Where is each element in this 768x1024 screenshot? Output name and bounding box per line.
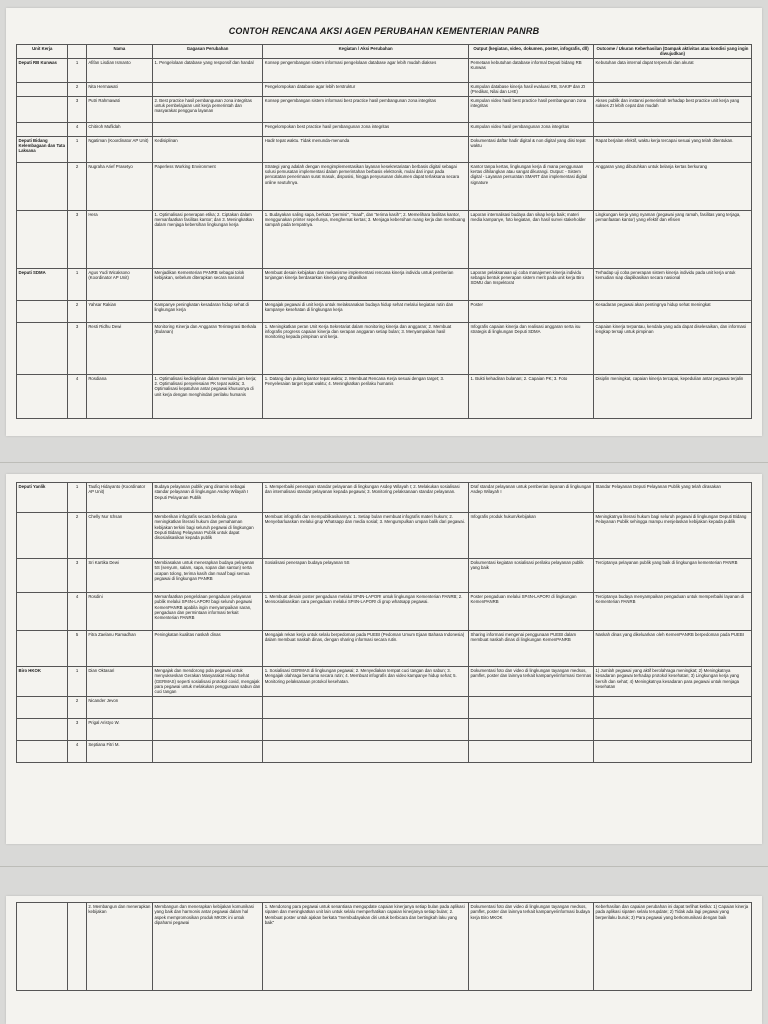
cell-idea: Membangun dan menerapkan kebijakan komunikasi yang baik dan harmonis antar pegawai dalam hal aspek mempromosikan produk MKOK ini untuk dipahami pegawai — [152, 903, 262, 991]
cell-unit: Deputi RB Kunwas — [17, 58, 68, 82]
cell-output: Poster pengaduan melalui SP4N-LAPOR! di lingkungan KemenPANRB — [469, 593, 594, 631]
cell-unit — [17, 300, 68, 322]
page-gap-line — [0, 866, 768, 867]
table-row — [17, 82, 752, 96]
cell-idea: Memberikan infografis secara berkala guna meningkatkan literasi hukum dan pemahaman kebijakan terkini bagi seluruh pegawai di lingkungan Deputi Bidang Pelayanan Publik untuk dapat disosialisasikan kepada publik — [152, 513, 262, 559]
table-row — [17, 96, 752, 122]
cell-activity: 1. Datang dan pulang kantor tepat waktu; 2. Membuat Rencana Kerja sesuai dengan target; 3. Penyelesaian target tepat waktu; 4. Meningkatkan perilaku humanis — [263, 374, 469, 418]
cell-name: Chelly Nur Ichsan — [86, 513, 152, 559]
cell-name: Chitiroh Muflidah — [86, 122, 152, 136]
cell-idea: 2. Best practice hasil pembangunan zona integritas untuk pembelajaran unit kerja pemerintah dan masyarakat pengguna layanan — [152, 96, 262, 122]
cell-unit — [17, 719, 68, 741]
cell-outcome — [593, 719, 751, 741]
cell-no: 2 — [68, 162, 86, 210]
document-title: CONTOH RENCANA AKSI AGEN PERUBAHAN KEMENTERIAN PANRB — [228, 26, 540, 36]
table-row — [17, 513, 752, 559]
cell-activity: Membuat desain kebijakan dan mekanisme implementasi rencana kinerja individu untuk pemberian tunjangan kinerja berdasarkan kinerja yang dihasilkan — [263, 268, 469, 300]
cell-no: 3 — [68, 210, 86, 268]
document-page-3 — [6, 896, 762, 1024]
cell-idea — [152, 719, 262, 741]
cell-unit — [17, 559, 68, 593]
cell-unit — [17, 631, 68, 667]
cell-no: 4 — [68, 741, 86, 763]
cell-idea: Membiasakan untuk menerapkan budaya pelayanan 5S (senyum, salam, sapa, sopan dan santun) serta ucapan tolong, terima kasih dan maaf bagi semua pegawai di lingkungan PANRB — [152, 559, 262, 593]
cell-outcome: 1) Jumlah pegawai yang aktif berolahraga meningkat; 2) Meningkatnya kesadaran pegawai terhadap protokol kesehatan; 3) Lingkungan kerja yang bersih dan sehat; 4) Meningkatnya kesadaran para pegawai untuk menjaga kesehatan — [593, 667, 751, 697]
table-row — [17, 162, 752, 210]
cell-unit — [17, 741, 68, 763]
cell-output: Dokumentasi daftar hadir digital & non digital yang diisi tepat waktu — [469, 136, 594, 162]
cell-activity: 1. Sosialisasi GERMAS di lingkungan pegawai; 2. Menyediakan tempat cuci tangan dan sabun; 3. Mengajak olahraga bersama secara rutin; 4. Membuat infografis dan video kampanye hidup sehat; 5. Monitoring pelaksanaan protokol kesehatan. — [263, 667, 469, 697]
cell-outcome: Anggaran yang dibutuhkan untuk belanja kertas berkurang — [593, 162, 751, 210]
cell-activity: Pengelompokan database agar lebih terstruktur — [263, 82, 469, 96]
table-header-row — [17, 45, 752, 59]
cell-no: 4 — [68, 122, 86, 136]
cell-activity: Mengajak pegawai di unit kerja untuk melaksanakan budaya hidup sehat melalui kegiatan rutin dan kampanye kesehatan di lingkungan kerja — [263, 300, 469, 322]
cell-activity: Mengajak rekan kerja untuk selalu berpedoman pada PUEBI (Pedoman Umum Ejaan Bahasa Indonesia) dalam membuat naskah dinas, dengan sharing informasi secara rutin. — [263, 631, 469, 667]
cell-output: Dokumentasi kegiatan sosialisasi perilaku pelayanan publik yang baik — [469, 559, 594, 593]
cell-output: 1. Bukti kehadiran bulanan; 2. Capaian PK; 3. Foto — [469, 374, 594, 418]
cell-idea: Mengajak dan mendorong pola pegawai untuk menyukseskan Gerakan Masyarakat Hidup Sehat (GERMAS) seperti sosialisasi protokol covid, mengajak para pegawai untuk melakukan penggunaan sabun dan cuci tangan — [152, 667, 262, 697]
header-outcome: Outcome / Ukuran Keberhasilan (Dampak aktivitas atau kondisi yang ingin diwujudkan) — [593, 45, 751, 59]
cell-no: 1 — [68, 483, 86, 513]
cell-unit — [17, 322, 68, 374]
cell-activity: Membuat infografis dan mempublikasikannya: 1. Setiap bulan membuat infografis materi hukum; 2. Menyebarluaskan melalui grup Whatsapp dan media sosial; 3. Mengumpulkan umpan balik dari pegawai. — [263, 513, 469, 559]
cell-unit — [17, 593, 68, 631]
cell-activity: 1. Membuat desain poster pengaduan melalui SP4N-LAPOR! untuk lingkungan Kementerian PANRB; 2. Mensosialisasikan cara pengaduan melalui SP4N-LAPOR! di grup whatsapp pegawai. — [263, 593, 469, 631]
cell-unit — [17, 210, 68, 268]
table-row — [17, 631, 752, 667]
cell-output: Dokumentasi foto dan video di lingkungan tayangan medsos, pamflet, poster dan lainnya terkait kampanye/informasi Germas — [469, 667, 594, 697]
header-output: Output (kegiatan, video, dokumen, poster, infografis, dll) — [469, 45, 594, 59]
cell-unit: Deputi SDMA — [17, 268, 68, 300]
table-row — [17, 559, 752, 593]
cell-name: Nicander Jevon — [86, 697, 152, 719]
cell-name: Septiana Fitri M. — [86, 741, 152, 763]
cell-outcome: Meningkatnya literasi hukum bagi seluruh pegawai di lingkungan Deputi Bidang Pelayanan Publik sehingga mampu menjelaskan kebijakan kepada publik — [593, 513, 751, 559]
cell-no: 3 — [68, 96, 86, 122]
cell-unit — [17, 82, 68, 96]
cell-name: Rosdiana — [86, 374, 152, 418]
cell-name: Nugraha Arief Prasetyo — [86, 162, 152, 210]
cell-activity: 1. Memperbaiki penerapan standar pelayanan di lingkungan Asdep Wilayah I; 2. Melakukan sosialisasi dan internalisasi standar pelayanan kepada pegawai; 3. Monitoring pelaksanaan standar pelayanan. — [263, 483, 469, 513]
cell-name: Rosdini — [86, 593, 152, 631]
cell-no: 1 — [68, 667, 86, 697]
cell-name: Sri Kartika Dewi — [86, 559, 152, 593]
table-row — [17, 719, 752, 741]
cell-activity — [263, 719, 469, 741]
cell-unit: Biro HKOK — [17, 667, 68, 697]
cell-idea: 1. Optimalisasi penerapan etika; 2. Ciptakan dalam memanfaatkan fasilitas kantor; dan 3. Meningkatkan dalam menjaga kebersihan lingkungan kerja — [152, 210, 262, 268]
table-row — [17, 697, 752, 719]
cell-outcome: Kesadaran pegawai akan pentingnya hidup sehat meningkat — [593, 300, 751, 322]
cell-no: 3 — [68, 559, 86, 593]
cell-outcome: Naskah dinas yang dikeluarkan oleh KemenPANRB berpedoman pada PUEBI — [593, 631, 751, 667]
table-row — [17, 268, 752, 300]
cell-activity: Hadir tepat waktu. Tidak menunda-menunda — [263, 136, 469, 162]
cell-outcome — [593, 82, 751, 96]
cell-output: Draf standar pelayanan untuk pemberian layanan di lingkungan Asdep Wilayah I — [469, 483, 594, 513]
cell-idea: Peningkatan kualitas naskah dinas — [152, 631, 262, 667]
cell-idea — [152, 741, 262, 763]
cell-unit: Deputi Yanlik — [17, 483, 68, 513]
cell-activity: Konsep pengembangan sistem informasi best practice hasil pembangunan zona integritas — [263, 96, 469, 122]
cell-no — [68, 903, 86, 991]
cell-activity: 1. Budayakan saling sapa, berkata "permisi", "maaf", dan "terima kasih"; 2. Memelihara fasilitas kantor, menggunakan printer seperlunya, menghemat kertas; 3. Menjaga kebersihan ruang kerja dan membuang sampah pada tempatnya. — [263, 210, 469, 268]
cell-outcome: Capaian kinerja terpantau, kendala yang ada dapat diselesaikan, dan informasi lengkap tersaji untuk pimpinan — [593, 322, 751, 374]
cell-outcome: Kebutuhan data internal dapat terpenuhi dan akurat — [593, 58, 751, 82]
cell-name: 2. Membangun dan menerapkan kebijakan — [86, 903, 152, 991]
header-unit: Unit Kerja — [17, 45, 68, 59]
table-row — [17, 593, 752, 631]
cell-unit — [17, 96, 68, 122]
cell-outcome: Akses publik dan instansi pemerintah terhadap best practice unit kerja yang sukses ZI lebih cepat dan mudah — [593, 96, 751, 122]
cell-no: 3 — [68, 322, 86, 374]
cell-idea: Kedisiplinan — [152, 136, 262, 162]
cell-name: Dian Oktasari — [86, 667, 152, 697]
cell-outcome: Disiplin meningkat, capaian kinerja tercapai, kepedulian antar pegawai terjalin — [593, 374, 751, 418]
table-row — [17, 667, 752, 697]
cell-no: 1 — [68, 268, 86, 300]
cell-name: Yahsar Rakian — [86, 300, 152, 322]
cell-output: Dokumentasi foto dan video di lingkungan tayangan medsos, pamflet, poster dan lainnya terkait kampanye/informasi budaya kerja Biro MKOK — [469, 903, 594, 991]
table-row — [17, 122, 752, 136]
table-row — [17, 58, 752, 82]
cell-outcome — [593, 697, 751, 719]
cell-activity — [263, 741, 469, 763]
header-no — [68, 45, 86, 59]
cell-idea — [152, 697, 262, 719]
action-plan-table-2 — [16, 482, 752, 763]
cell-name: Nita Hermawati — [86, 82, 152, 96]
cell-idea: Memanfaatkan pengelolaan pengaduan pelayanan publik melalui SP4N-LAPOR! bagi seluruh pegawai KemenPANRB apabila ingin menyampaikan saran, pengaduan dan permintaan informasi terkait Kementerian PANRB — [152, 593, 262, 631]
cell-idea: Paperless Working Environment — [152, 162, 262, 210]
cell-outcome: Lingkungan kerja yang nyaman (pegawai yang ramah, fasilitas yang terjaga, pemanfaatan kantor) yang efektif dan efisien — [593, 210, 751, 268]
cell-unit — [17, 697, 68, 719]
cell-activity: Konsep pengembangan sistem informasi pengelolaan database agar lebih mudah diakses — [263, 58, 469, 82]
cell-idea: 1. Pengelolaan database yang responsif dan handal — [152, 58, 262, 82]
action-plan-table-3 — [16, 902, 752, 991]
cell-no: 4 — [68, 593, 86, 631]
cell-activity: 1. Mendorong para pegawai untuk senantiasa mengupdate capaian kinerjanya setiap bulan pada aplikasi sipaten dan meningkatkan unit lain untuk selalu memperhatikan capaian kinerjanya setiap bulan; 2. Membuat poster untuk ajakan berkata "membudayakan diri untuk berbicara dan bertingkah laku yang baik" — [263, 903, 469, 991]
cell-name: Hera — [86, 210, 152, 268]
cell-name: Ngatiman (Koordinator AP Unit) — [86, 136, 152, 162]
cell-name: Taufiq Hidayanto (Koordinator AP Unit) — [86, 483, 152, 513]
cell-output — [469, 719, 594, 741]
document-page-1 — [6, 8, 762, 436]
cell-output: Infografis produk hukum/kebijakan — [469, 513, 594, 559]
table-row — [17, 136, 752, 162]
cell-activity — [263, 697, 469, 719]
cell-output: Pemetaan kebutuhan database informal Deputi bidang RB Kunwas — [469, 58, 594, 82]
action-plan-table-1 — [16, 44, 752, 419]
cell-outcome: Rapat berjalan efektif, waktu kerja tercapai sesuai yang telah ditentukan. — [593, 136, 751, 162]
cell-outcome: Standar Pelayanan Deputi Pelayanan Publik yang telah dirasakan — [593, 483, 751, 513]
cell-outcome: Terhadap uji coba penerapan sistem kinerja individu pada unit kerja untuk kemudian siap diaplikasikan secara nasional — [593, 268, 751, 300]
cell-activity: 1. Meningkatkan peran Unit Kerja Sekretariat dalam monitoring kinerja dan anggaran; 2. Membuat infografis progress capaian kinerja dan serapan anggaran setiap bulan; 3. Menyampaikan hasil monitoring kepada pimpinan unit kerja. — [263, 322, 469, 374]
cell-name: Afifan Lisdian Ismanto — [86, 58, 152, 82]
cell-activity: Pengelompokan best practice hasil pembangunan zona integritas — [263, 122, 469, 136]
cell-unit — [17, 513, 68, 559]
page-gap-line — [0, 462, 768, 463]
cell-no: 1 — [68, 58, 86, 82]
cell-output — [469, 697, 594, 719]
cell-no: 2 — [68, 513, 86, 559]
cell-output: Infografis capaian kinerja dan realisasi anggaran serta isu strategis di lingkungan Deputi SDMA — [469, 322, 594, 374]
table-row — [17, 374, 752, 418]
table-row — [17, 322, 752, 374]
cell-no: 2 — [68, 82, 86, 96]
cell-activity: Strategi yang adalah dengan mengimplementasikan layanan kesekretariatan berbasis digital sebagai solusi pemusatan implementasi dalam pemerintahan berbasis elektronik, mulai dari input pada pencatatan penerimaan surat masuk, disposisi, hingga penyusunan dokumen dapat terlaksana secara online seutuhnya. — [263, 162, 469, 210]
table-row — [17, 741, 752, 763]
document-page-2 — [6, 474, 762, 844]
cell-outcome: Terciptanya pelayanan publik yang baik di lingkungan kementerian PANRB — [593, 559, 751, 593]
cell-idea: Budaya pelayanan publik yang dinamis sebagai standar pelayanan di lingkungan Asdep Wilayah I Deputi Pelayanan Publik — [152, 483, 262, 513]
cell-unit — [17, 162, 68, 210]
cell-no: 1 — [68, 136, 86, 162]
cell-unit: Deputi Bidang Kelembagaan dan Tata Laksana — [17, 136, 68, 162]
header-idea: Gagasan Perubahan — [152, 45, 262, 59]
cell-output: Poster — [469, 300, 594, 322]
cell-no: 5 — [68, 631, 86, 667]
cell-no: 2 — [68, 697, 86, 719]
table-row — [17, 210, 752, 268]
cell-idea: 1. Optimalisasi kedisiplinan dalam memulai jam kerja; 2. Optimalisasi penyelesaian PK tepat waktu; 3. Optimalisasi kepatuhan antar pegawai khususnya di unit kerja dengan menghindari perilaku humanis — [152, 374, 262, 418]
cell-no: 2 — [68, 300, 86, 322]
cell-activity: Sosialisasi penerapan budaya pelayanan 5S — [263, 559, 469, 593]
table-row — [17, 300, 752, 322]
cell-no: 4 — [68, 374, 86, 418]
cell-unit — [17, 374, 68, 418]
cell-outcome: Keberhasilan dan capaian perubahan ini dapat terlihat ketika: 1) Capaian kinerja pada aplikasi sipaten selalu terupdate; 2) Tidak ada lagi pegawai yang berperilaku buruk; 3) Para pegawai yang berkomunikasi dengan baik — [593, 903, 751, 991]
cell-idea: Menjadikan Kementerian PANRB sebagai tolok kebijakan, sebelum diterapkan secara nasional — [152, 268, 262, 300]
cell-idea — [152, 82, 262, 96]
cell-unit — [17, 122, 68, 136]
cell-name: Agus Yudi Wicaksono (Koordinator AP Unit) — [86, 268, 152, 300]
cell-output: Kumpulan database kinerja hasil evaluasi RB, SAKIP dan ZI (Predikat, Nilai dan LHE) — [469, 82, 594, 96]
cell-output: Laporan pelaksanaan uji coba manajemen kinerja individu sebagai bentuk penerapan sistem merit pada unit kerja Biro SDMU dan Inspektorat — [469, 268, 594, 300]
cell-idea — [152, 122, 262, 136]
header-activity: Kegiatan / Aksi Perubahan — [263, 45, 469, 59]
table-row — [17, 483, 752, 513]
table-row — [17, 903, 752, 991]
header-name: Nama — [86, 45, 152, 59]
cell-output — [469, 741, 594, 763]
cell-idea: Kampanye peningkatan kesadaran hidup sehat di lingkungan kerja — [152, 300, 262, 322]
cell-name: Prigal Aristyo W. — [86, 719, 152, 741]
cell-outcome — [593, 122, 751, 136]
cell-outcome: Terciptanya budaya menyampaikan pengaduan untuk memperbaiki layanan di Kementerian PANRB — [593, 593, 751, 631]
cell-idea: Monitoring Kinerja dan Anggaran Terintegrasi Berkala (Bulanan) — [152, 322, 262, 374]
cell-output: Sharing informasi mengenai penggunaan PUEBI dalam membuat naskah dinas di lingkungan KemenPANRB — [469, 631, 594, 667]
cell-name: Fitra Zaelanu Ramadhan — [86, 631, 152, 667]
cell-output: Laporan internalisasi budaya dan sikap kerja baik; materi media kampanye, foto kegiatan, dan hasil survei stakeholder — [469, 210, 594, 268]
cell-outcome — [593, 741, 751, 763]
cell-unit — [17, 903, 68, 991]
cell-no: 3 — [68, 719, 86, 741]
cell-name: Resti Ridhu Dewi — [86, 322, 152, 374]
cell-output: Kantor tanpa kertas, lingkungan kerja di mana penggunaan kertas dihilangkan atau sangat dikurangi. Output: - Sistem digital - Layanan persuratan SMART dan implementasi digital signature — [469, 162, 594, 210]
cell-name: Putri Rahmawati — [86, 96, 152, 122]
cell-output: Kumpulan video hasil best practice hasil pembangunan zona integritas — [469, 96, 594, 122]
cell-output: Kumpulan video hasil pembangunan zona integritas — [469, 122, 594, 136]
